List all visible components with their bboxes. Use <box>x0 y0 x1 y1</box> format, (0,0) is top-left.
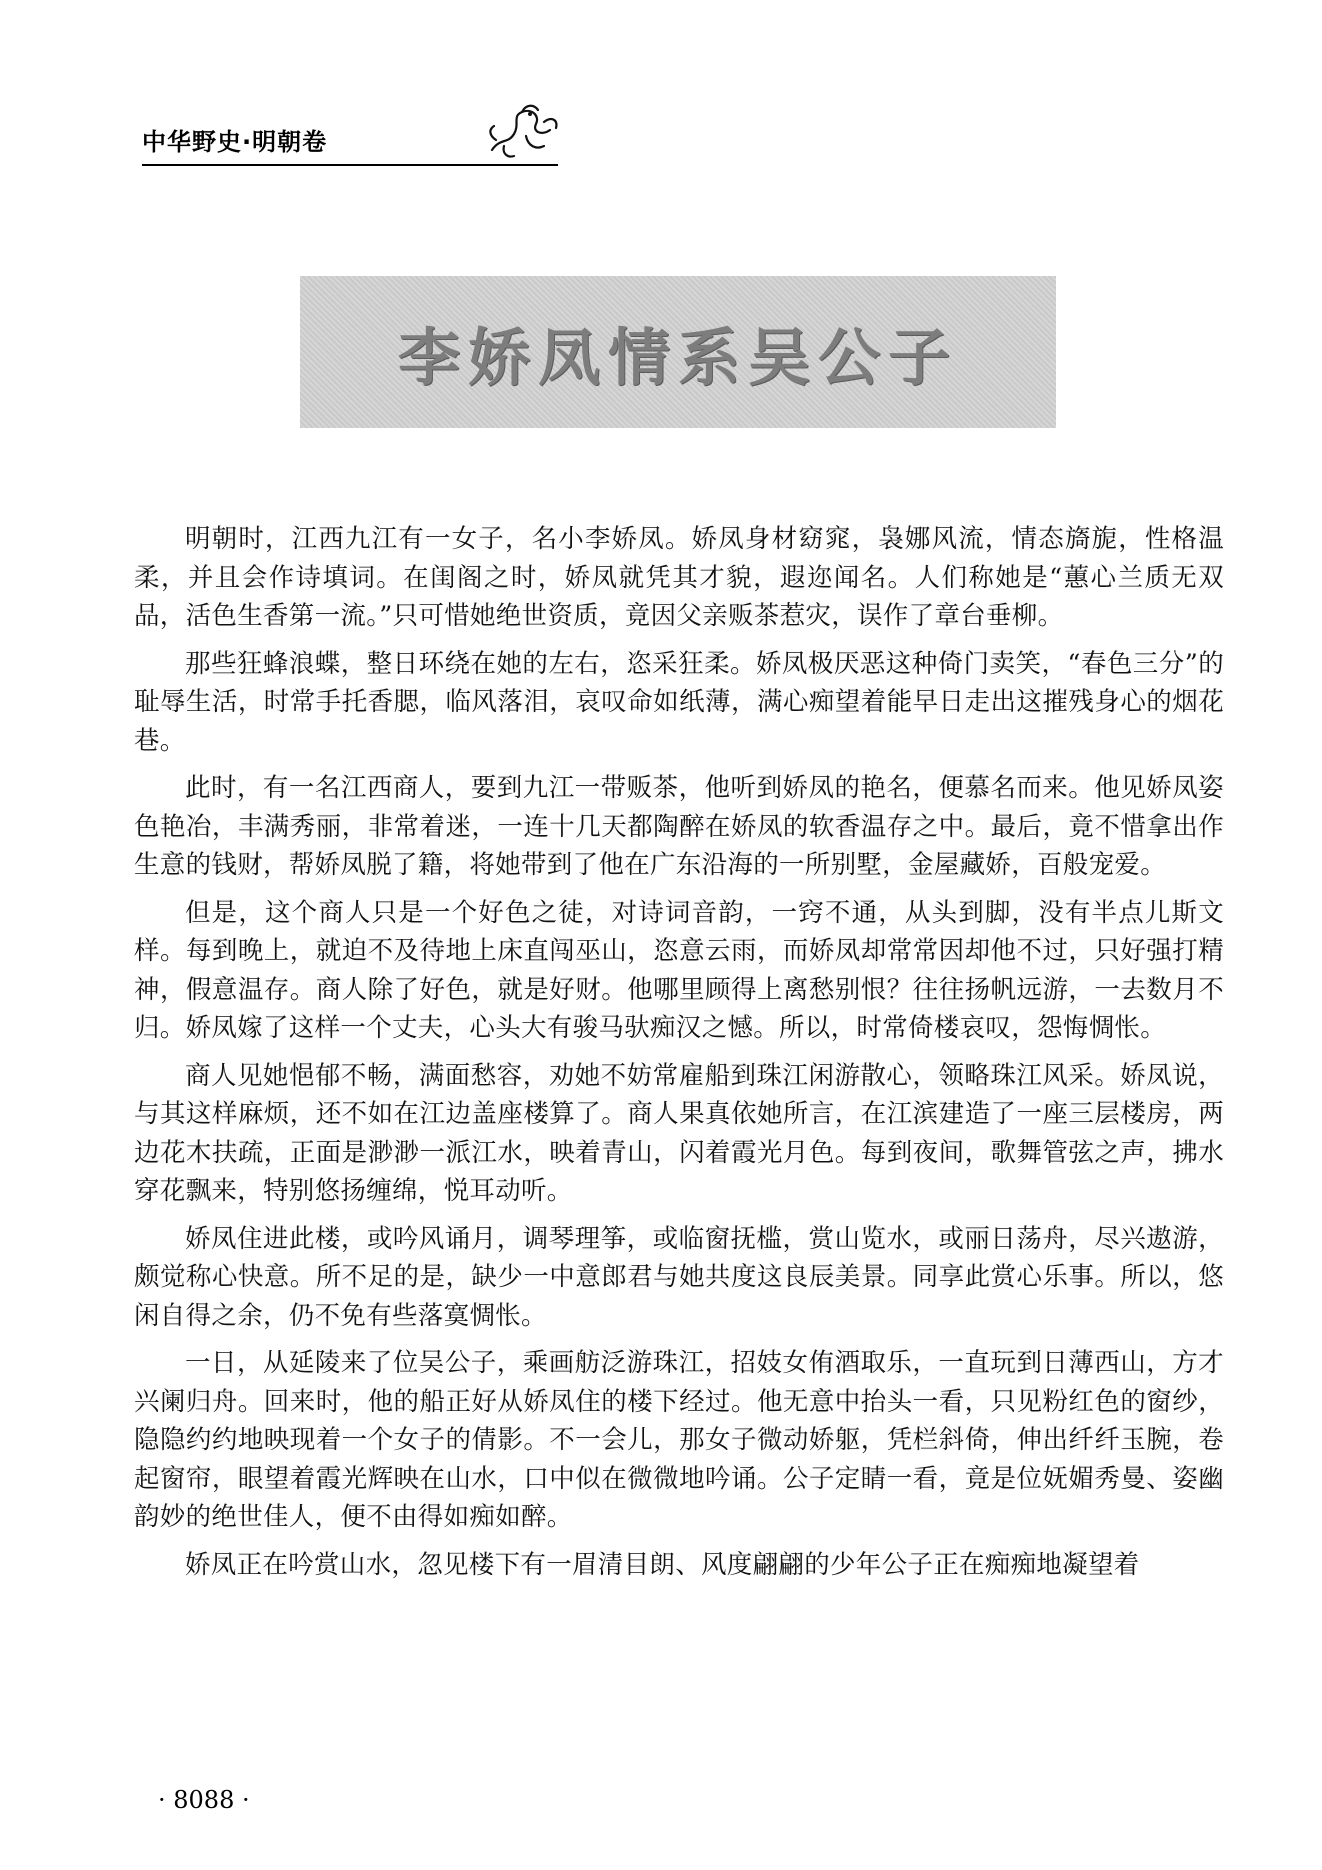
paragraph: 商人见她悒郁不畅，满面愁容，劝她不妨常雇船到珠江闲游散心，领略珠江风采。娇凤说，与其这样麻烦，还不如在江边盖座楼算了。商人果真依她所言，在江滨建造了一座三层楼房，两边花木扶疏，正面是渺渺一派江水，映着青山，闪着霞光月色。每到夜间，歌舞管弦之声，拂水穿花飘来，特别悠扬缠绵，悦耳动听。 <box>134 1060 1224 1206</box>
body-text <box>134 520 1224 1593</box>
paragraph: 娇凤正在吟赏山水，忽见楼下有一眉清目朗、风度翩翩的少年公子正在痴痴地凝望着 <box>185 1549 1140 1580</box>
paragraph: 娇凤住进此楼，或吟风诵月，调琴理筝，或临窗抚槛，赏山览水，或丽日荡舟，尽兴遨游，颇觉称心快意。所不足的是，缺少一中意郎君与她共度这良辰美景。同享此赏心乐事。所以，悠闲自得之余，仍不免有些落寞惆怅。 <box>134 1223 1224 1331</box>
paragraph: 明朝时，江西九江有一女子，名小李娇凤。娇凤身材窈窕，袅娜风流，情态旖旎，性格温柔，并且会作诗填词。在闺阁之时，娇凤就凭其才貌，遐迩闻名。人们称她是“蕙心兰质无双品，活色生香第一流。”只可惜她绝世资质，竟因父亲贩茶惹灾，误作了章台垂柳。 <box>134 524 1224 631</box>
paragraph: 那些狂蜂浪蝶，整日环绕在她的左右，恣采狂柔。娇凤极厌恶这种倚门卖笑，“春色三分”的耻辱生活，时常手托香腮，临风落泪，哀叹命如纸薄，满心痴望着能早日走出这摧残身心的烟花巷。 <box>134 648 1224 756</box>
chapter-title-banner <box>300 276 1056 428</box>
header-rule <box>142 164 558 166</box>
chapter-title: 李娇凤情系吴公子 <box>397 320 958 394</box>
paragraph: 一日，从延陵来了位吴公子，乘画舫泛游珠江，招妓女侑酒取乐，一直玩到日薄西山，方才兴阑归舟。回来时，他的船正好从娇凤住的楼下经过。他无意中抬头一看，只见粉红色的窗纱，隐隐约约地映现着一个女子的倩影。不一会儿，那女子微动娇躯，凭栏斜倚，伸出纤纤玉腕，卷起窗帘，眼望着霞光辉映在山水，口中似在微微地吟诵。公子定睛一看，竟是位妩媚秀曼、姿幽韵妙的绝世佳人，便不由得如痴如醉。 <box>134 1348 1224 1532</box>
paragraph: 此时，有一名江西商人，要到九江一带贩茶，他听到娇凤的艳名，便慕名而来。他见娇凤姿色艳冶，丰满秀丽，非常着迷，一连十几天都陶醉在娇凤的软香温存之中。最后，竟不惜拿出作生意的钱财，帮娇凤脱了籍，将她带到了他在广东沿海的一所别墅，金屋藏娇，百般宠爱。 <box>134 773 1224 880</box>
page-number: · 8088 · <box>158 1786 250 1814</box>
paragraph: 但是，这个商人只是一个好色之徒，对诗词音韵，一窍不通，从头到脚，没有半点儿斯文样。每到晚上，就迫不及待地上床直闯巫山，恣意云雨，而娇凤却常常因却他不过，只好强打精神，假意温存。商人除了好色，就是好财。他哪里顾得上离愁别恨？往往扬帆远游，一去数月不归。娇凤嫁了这样一个丈夫，心头大有骏马驮痴汉之憾。所以，时常倚楼哀叹，怨悔惆怅。 <box>134 897 1224 1043</box>
dragon-ornament-icon <box>482 100 564 164</box>
book-title: 中华野史·明朝卷 <box>142 128 328 156</box>
